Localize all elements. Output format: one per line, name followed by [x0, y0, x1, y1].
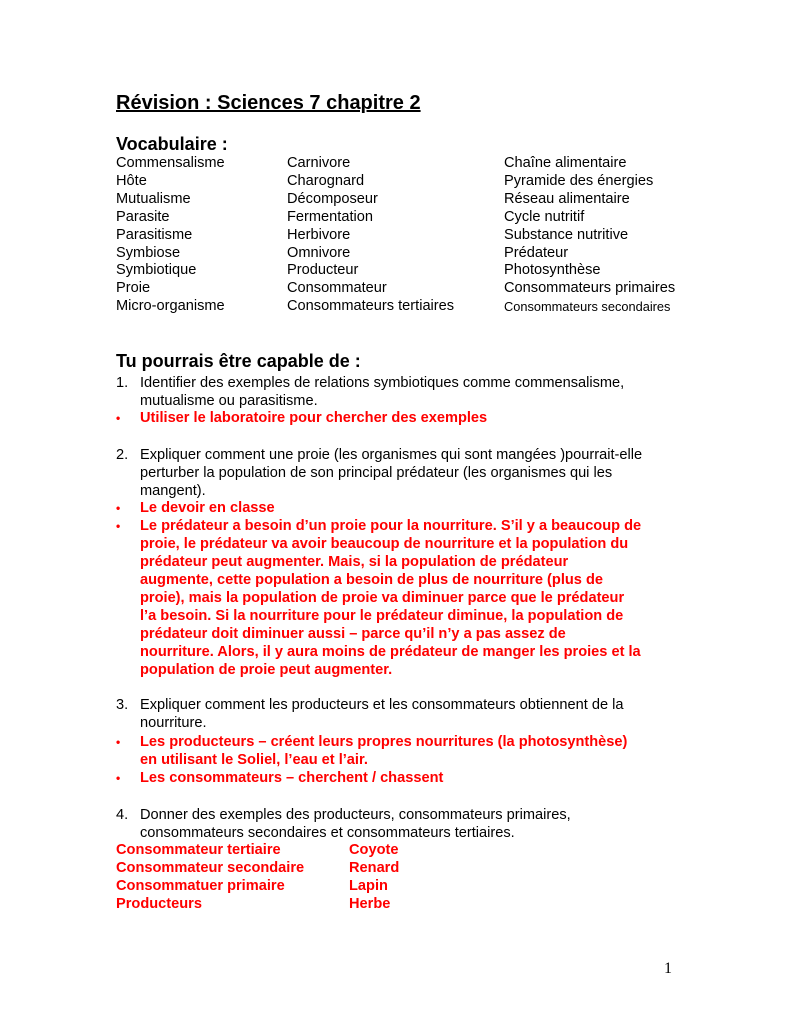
question-text: Donner des exemples des producteurs, consommateurs primaires,	[140, 807, 571, 823]
vocab-term: Mutualisme	[116, 190, 191, 207]
consumer-level: Consommateur tertiaire	[116, 842, 281, 858]
consumer-example: Lapin	[349, 878, 388, 894]
question-text: Expliquer comment les producteurs et les consommateurs obtiennent de la	[140, 697, 624, 713]
answer-text: Le prédateur a besoin d’un proie pour la nourriture. S’il y a beaucoup de	[140, 518, 642, 534]
vocab-term: Consommateurs primaires	[504, 280, 676, 297]
question-text: Expliquer comment une proie (les organismes qui sont mangées )pourrait-elle	[140, 447, 643, 463]
answer-text: nourriture. Alors, il y aura moins de prédateur de manger les proies et la	[140, 644, 641, 660]
consumer-example: Renard	[349, 860, 400, 876]
page-number: 1	[664, 960, 672, 977]
answer-text: Les producteurs – créent leurs propres nourritures (la photosynthèse)	[140, 734, 628, 750]
vocab-term: Prédateur	[504, 244, 569, 261]
vocab-term: Consommateurs secondaires	[504, 299, 671, 315]
answer-text: Utiliser le laboratoire pour chercher des exemples	[140, 410, 488, 426]
vocabulary-heading: Vocabulaire :	[116, 134, 228, 154]
answer-text: proie, le prédateur va avoir beaucoup de nourriture et la population du	[140, 536, 629, 552]
bullet-icon: •	[116, 519, 121, 533]
vocabulary-column-1	[116, 155, 225, 316]
page-title: Révision : Sciences 7 chapitre 2	[116, 92, 421, 114]
vocab-term: Producteur	[287, 262, 359, 279]
vocab-term: Symbiose	[116, 244, 181, 261]
question-text: Identifier des exemples de relations symbiotiques comme commensalisme,	[140, 375, 625, 391]
vocab-term: Consommateurs tertiaires	[287, 298, 455, 315]
answer-text: Les consommateurs – cherchent / chassent	[140, 770, 444, 786]
vocab-term: Micro-organisme	[116, 298, 225, 315]
vocab-term: Décomposeur	[287, 190, 378, 207]
vocab-term: Réseau alimentaire	[504, 190, 630, 207]
bullet-icon: •	[116, 735, 121, 749]
bullet-icon: •	[116, 771, 121, 785]
question-text: mangent).	[140, 483, 206, 499]
answer-text: population de proie peut augmenter.	[140, 662, 393, 678]
question-number: 3.	[116, 697, 129, 713]
question-number: 4.	[116, 807, 129, 823]
answer-text: prédateur doit diminuer aussi – parce qu’il n’y a pas assez de	[140, 626, 566, 642]
vocab-term: Consommateur	[287, 280, 387, 297]
answer-text: augmente, cette population a besoin de plus de nourriture (plus de	[140, 572, 603, 588]
consumer-example: Herbe	[349, 896, 391, 912]
consumer-level: Consommateur secondaire	[116, 860, 305, 876]
vocab-term: Omnivore	[287, 244, 351, 261]
vocab-term: Parasite	[116, 208, 170, 225]
vocab-term: Carnivore	[287, 155, 351, 171]
consumer-example: Coyote	[349, 842, 399, 858]
vocab-term: Fermentation	[287, 208, 373, 225]
vocab-term: Commensalisme	[116, 155, 225, 171]
answer-text: en utilisant le Soliel, l’eau et l’air.	[140, 752, 368, 768]
bullet-icon: •	[116, 501, 121, 515]
vocab-term: Substance nutritive	[504, 226, 629, 243]
vocab-term: Chaîne alimentaire	[504, 155, 627, 171]
answer-text: proie), mais la population de proie va diminuer parce que le prédateur	[140, 590, 625, 606]
vocab-term: Symbiotique	[116, 262, 197, 279]
capable-heading: Tu pourrais être capable de :	[116, 351, 361, 371]
vocab-term: Cycle nutritif	[504, 208, 585, 225]
consumer-level: Producteurs	[116, 896, 202, 912]
consumer-level: Consommatuer primaire	[116, 878, 285, 894]
question-number: 1.	[116, 375, 129, 391]
answer-text: prédateur peut augmenter. Mais, si la population de prédateur	[140, 554, 569, 570]
question-text: mutualisme ou parasitisme.	[140, 393, 318, 409]
vocab-term: Charognard	[287, 172, 365, 189]
vocab-term: Parasitisme	[116, 226, 193, 243]
vocabulary-column-3	[504, 155, 675, 316]
question-text: consommateurs secondaires et consommateurs tertiaires.	[140, 825, 515, 841]
vocab-term: Pyramide des énergies	[504, 172, 654, 189]
vocab-term: Hôte	[116, 172, 147, 189]
answer-text: l’a besoin. Si la nourriture pour le prédateur diminue, la population de	[140, 608, 624, 624]
question-text: nourriture.	[140, 715, 207, 731]
vocab-term: Photosynthèse	[504, 262, 601, 279]
vocab-term: Proie	[116, 280, 151, 297]
vocab-term: Herbivore	[287, 226, 351, 243]
answer-text: Le devoir en classe	[140, 500, 275, 516]
question-text: perturber la population de son principal prédateur (les organismes qui les	[140, 465, 613, 481]
question-number: 2.	[116, 447, 129, 463]
vocabulary-column-2	[287, 155, 454, 316]
bullet-icon: •	[116, 411, 121, 425]
